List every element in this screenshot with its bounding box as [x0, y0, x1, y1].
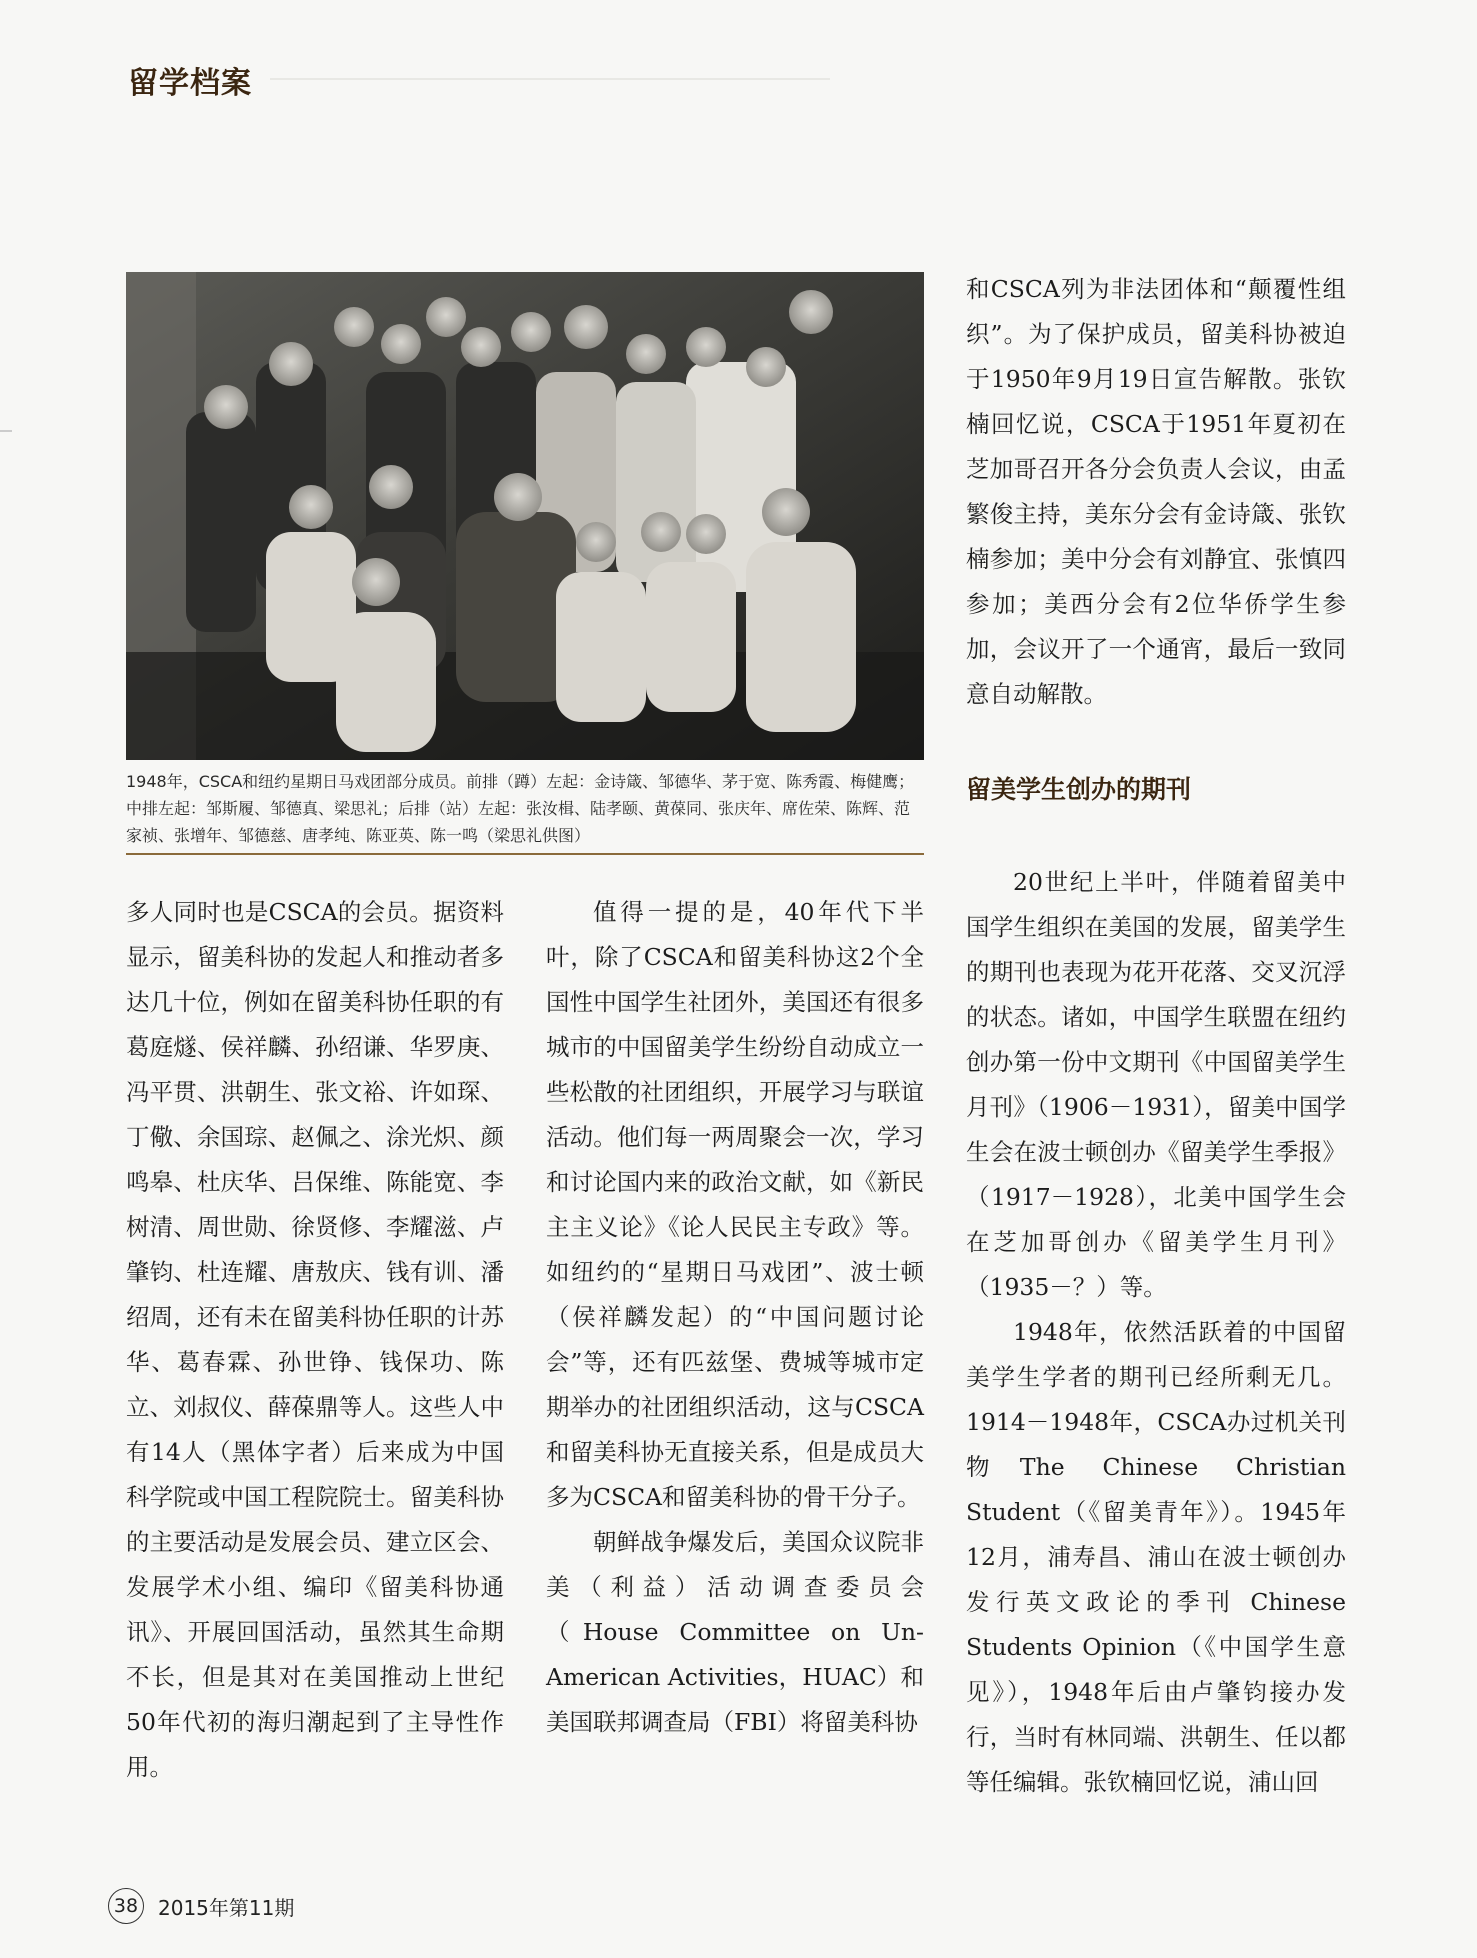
column-3-bottom	[966, 860, 1346, 1805]
column-1-paragraph: 多人同时也是CSCA的会员。据资料显示，留美科协的发起人和推动者多达几十位，例如在留美科协任职的有葛庭燧、侯祥麟、孙绍谦、华罗庚、冯平贯、洪朝生、张文裕、许如琛、丁儆、余国琮、赵佩之、涂光炽、颜鸣皋、杜庆华、吕保维、陈能宽、李树清、周世勋、徐贤修、李耀滋、卢肇钧、杜连耀、唐敖庆、钱有训、潘绍周，还有未在留美科协任职的计苏华、葛春霖、孙世铮、钱保功、陈立、刘叔仪、薛葆鼎等人。这些人中有14人（黑体字者）后来成为中国科学院或中国工程院院士。留美科协的主要活动是发展会员、建立区会、发展学术小组、编印《留美科协通讯》、开展回国活动，虽然其生命期不长，但是其对在美国推动上世纪50年代初的海归潮起到了主导性作用。	[126, 898, 504, 1781]
section-label: 留学档案	[128, 66, 252, 101]
column-3-paragraph-2: 1948年，依然活跃着的中国留美学生学者的期刊已经所剩无几。1914－1948年，CSCA办过机关刊物The Chinese Christian Student（《留美青年》）。1945年12月，浦寿昌、浦山在波士顿创办发行英文政论的季刊 Chinese Students Opinion（《中国学生意见》），1948年后由卢肇钧接办发行，当时有林同端、洪朝生、任以都等任编辑。张钦楠回忆说，浦山回	[966, 1318, 1346, 1796]
photo-caption: 1948年，CSCA和纽约星期日马戏团部分成员。前排（蹲）左起：金诗箴、邹德华、茅于宽、陈秀霞、梅健鹰；中排左起：邹斯履、邹德真、梁思礼；后排（站）左起：张汝楫、陆孝颐、黄葆同、张庆年、席佐荣、陈辉、范家祯、张增年、邹德慈、唐孝纯、陈亚英、陈一鸣（梁思礼供图）	[126, 772, 915, 845]
header-rule	[270, 78, 830, 80]
column-3-paragraph-1: 20世纪上半叶，伴随着留美中国学生组织在美国的发展，留美学生的期刊也表现为花开花落、交叉沉浮的状态。诸如，中国学生联盟在纽约创办第一份中文期刊《中国留美学生月刊》（1906－1931），留美中国学生会在波士顿创办《留美学生季报》（1917－1928），北美中国学生会在芝加哥创办《留美学生月刊》（1935－？）等。	[966, 868, 1346, 1301]
page-edge-mark	[0, 430, 12, 432]
section-subheading: 留美学生创办的期刊	[966, 775, 1192, 804]
group-photo	[126, 272, 924, 760]
page-footer	[108, 1888, 294, 1924]
caption-divider	[126, 853, 924, 855]
column-2	[546, 890, 924, 1745]
page-number: 38	[108, 1888, 144, 1924]
column-3-continuation: 和CSCA列为非法团体和“颠覆性组织”。为了保护成员，留美科协被迫于1950年9月19日宣告解散。张钦楠回忆说，CSCA于1951年夏初在芝加哥召开各分会负责人会议，由孟繁俊主持，美东分会有金诗箴、张钦楠参加；美中分会有刘静宜、张慎四参加；美西分会有2位华侨学生参加，会议开了一个通宵，最后一致同意自动解散。	[966, 275, 1346, 708]
issue-label: 2015年第11期	[158, 1895, 295, 1920]
column-2-paragraph-1: 值得一提的是，40年代下半叶，除了CSCA和留美科协这2个全国性中国学生社团外，美国还有很多城市的中国留美学生纷纷自动成立一些松散的社团组织，开展学习与联谊活动。他们每一两周聚会一次，学习和讨论国内来的政治文献，如《新民主主义论》《论人民民主专政》等。如纽约的“星期日马戏团”、波士顿（侯祥麟发起）的“中国问题讨论会”等，还有匹兹堡、费城等城市定期举办的社团组织活动，这与CSCA和留美科协无直接关系，但是成员大多为CSCA和留美科协的骨干分子。	[546, 898, 924, 1511]
column-1	[126, 890, 504, 1790]
column-2-paragraph-2: 朝鲜战争爆发后，美国众议院非美（利益）活动调查委员会（House Committee on Un-American Activities，HUAC）和美国联邦调查局（FBI）将留美科协	[546, 1528, 924, 1736]
column-3-top	[966, 267, 1346, 717]
